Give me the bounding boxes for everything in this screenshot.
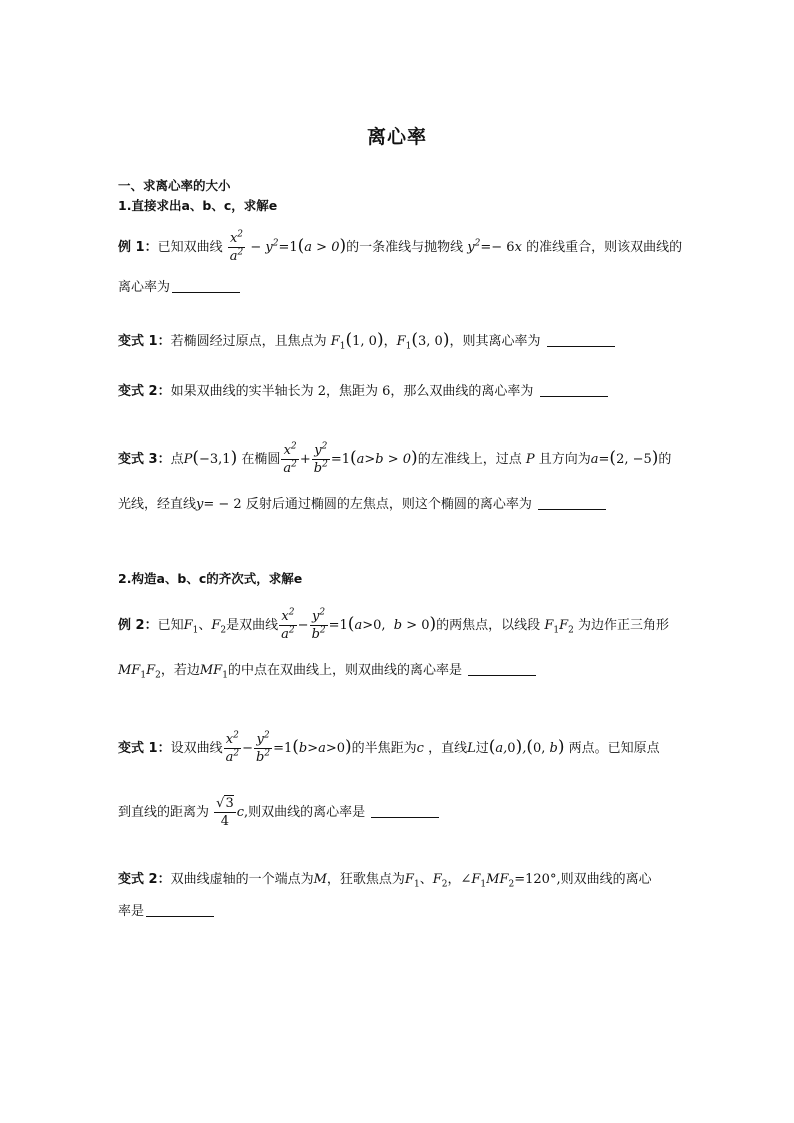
answer-blank[interactable] <box>172 278 240 293</box>
section-heading-1: 一、求离心率的大小 <box>118 178 231 193</box>
formula-fraction: $\frac{y^2}{b^2}$ <box>311 607 326 642</box>
formula-fraction: $\frac{y^2}{b^2}$ <box>256 730 271 765</box>
formula-fraction: $\frac{y^2}{b^2}$ <box>313 441 328 476</box>
example-2-label: 例 2： <box>118 618 158 633</box>
variant-1-line: 变式 1：若椭圆经过原点，且焦点为 $F_1(1$, 0)，$F_1(3$, 0)，则其离心率为 <box>118 330 615 352</box>
variant-3-line-2: 光线，经直线y= − 2 反射后通过椭圆的左焦点，则这个椭圆的离心率为 <box>118 495 606 515</box>
answer-blank[interactable] <box>547 332 615 347</box>
formula-fraction: $\frac{√3}{4}$ <box>216 796 234 829</box>
formula-fraction: $\frac{x^2}{a^2}$ <box>225 730 240 765</box>
answer-blank[interactable] <box>371 803 439 818</box>
variant-2-1-line-1: 变式 1：设双曲线 $\frac{x^2}{a^2}$ − $\frac{y^2}{b^2}$ =1(b>a>0)的半焦距为c ，直线L过(a,0),(0, b) 两点。已知原点 <box>118 730 660 765</box>
variant-3-label: 变式 3： <box>118 452 171 467</box>
variant-2-2-line-2: 率是 <box>118 902 214 922</box>
variant-2-1-label: 变式 1： <box>118 741 171 756</box>
variant-2-line: 变式 2：如果双曲线的实半轴长为 2，焦距为 6，那么双曲线的离心率为 <box>118 382 608 402</box>
variant-2-1-line-2: 到直线的距离为 $\frac{√3}{4}$ c,则双曲线的离心率是 <box>118 797 439 828</box>
example-2-line-1: 例 2：已知$F_1$、$F_2$是双曲线 $\frac{x^2}{a^2}$ − $\frac{y^2}{b^2}$ =1(a>0, b > 0)的两焦点，以线段 $F_1F_2$ 为边作正三角形 <box>118 607 670 642</box>
subsection-heading-1: 1.直接求出a、b、c，求解e <box>118 198 278 213</box>
example-1-line-2: 离心率为 <box>118 278 240 298</box>
variant-2-2-line-1: 变式 2：双曲线虚轴的一个端点为M，狂歌焦点为$F_1$、$F_2$，$\angle F_1MF_2=120^\circ$,则双曲线的离心 <box>118 872 652 890</box>
subsection-heading-2: 2.构造a、b、c的齐次式，求解e <box>118 571 303 586</box>
answer-blank[interactable] <box>468 661 536 676</box>
example-1-line-1: 例 1：已知双曲线 $\frac{x^2}{a^2}$ − $y^2=1(a > 0)$的一条准线与抛物线 $y^2=- 6x$ 的准线重合，则该双曲线的 <box>118 229 683 264</box>
variant-2-label: 变式 2： <box>118 384 171 399</box>
answer-blank[interactable] <box>146 902 214 917</box>
example-2-line-2: $MF_1F_2$，若边$MF_1$的中点在双曲线上，则双曲线的离心率是 <box>118 661 536 681</box>
formula-fraction: $\frac{x^2}{a^2}$ <box>281 607 295 642</box>
example-1-label: 例 1： <box>118 240 158 255</box>
answer-blank[interactable] <box>538 495 606 510</box>
answer-blank[interactable] <box>540 382 608 397</box>
variant-2-2-label: 变式 2： <box>118 872 171 887</box>
variant-3-line-1: 变式 3：点P(−3,1) 在椭圆 $\frac{x^2}{a^2}$ + $\frac{y^2}{b^2}$ =1(a>b > 0)的左准线上，过点 P 且方向为a=(2, −5)的 <box>118 441 672 476</box>
variant-1-label: 变式 1： <box>118 334 171 349</box>
formula-fraction: $\frac{x^2}{a^2}$ <box>229 229 244 264</box>
page-title: 离心率 <box>366 126 427 148</box>
formula-fraction: $\frac{x^2}{a^2}$ <box>283 441 297 476</box>
